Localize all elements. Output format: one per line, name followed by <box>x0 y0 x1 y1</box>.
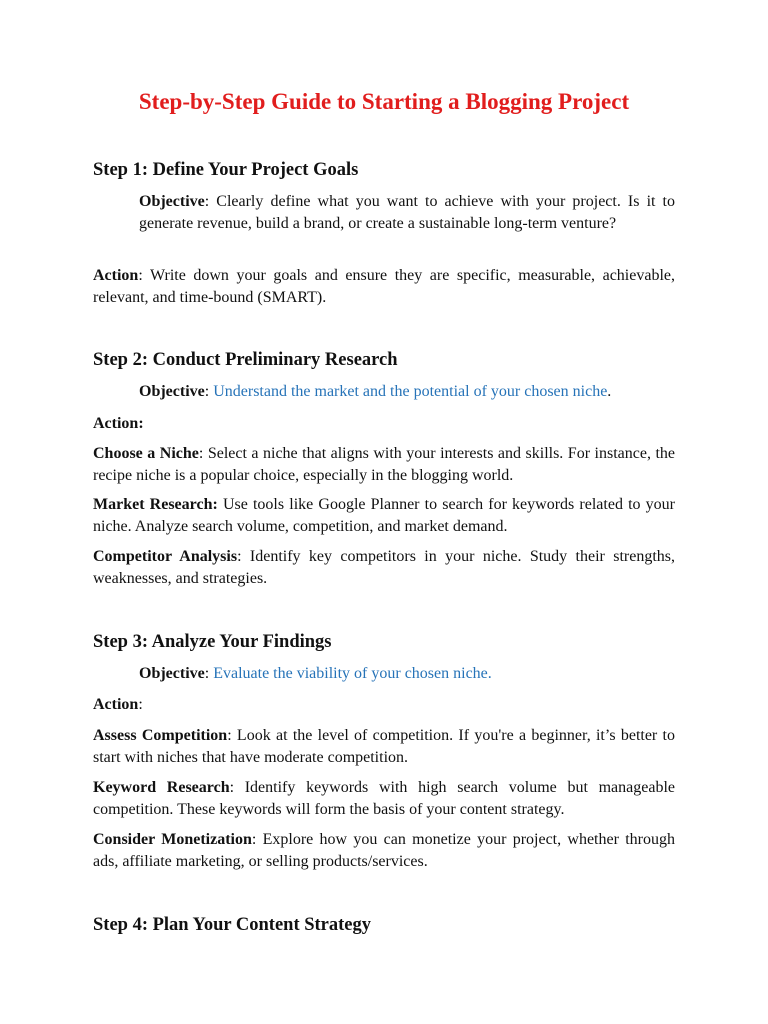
item-label: Keyword Research <box>93 779 230 796</box>
step-2-action-label <box>93 413 675 435</box>
step-1-objective <box>139 191 675 234</box>
item-text: Use tools like Google Planner to search for keywords related to your niche. Analyze search volume, competition, and market demand. <box>93 496 676 535</box>
step-4-heading: Step 4: Plan Your Content Strategy <box>93 915 372 935</box>
step-3-item-assess-competition <box>93 725 675 768</box>
action-label: Action <box>93 267 139 284</box>
objective-text: : Clearly define what you want to achieve with your project. Is it to generate revenue, build a brand, or create a sustainable long-term venture? <box>139 193 675 232</box>
step-2-objective <box>139 381 675 403</box>
action-label: Action <box>93 696 139 713</box>
objective-text: Understand the market and the potential of your chosen niche <box>213 383 608 400</box>
objective-label: Objective <box>139 383 205 400</box>
step-2-heading: Step 2: Conduct Preliminary Research <box>93 350 398 370</box>
item-text: : Identify key competitors in your niche. Study their strengths, weaknesses, and strategies. <box>93 548 676 587</box>
step-3-item-consider-monetization <box>93 829 675 872</box>
action-separator: : <box>138 696 143 713</box>
item-label: Market Research: <box>93 496 218 513</box>
step-2-item-competitor-analysis <box>93 546 675 589</box>
step-3-objective <box>139 663 675 685</box>
objective-label: Objective <box>139 665 205 682</box>
step-2-item-market-research <box>93 494 675 537</box>
item-label: Choose a Niche <box>93 445 199 462</box>
item-label: Consider Monetization <box>93 831 252 848</box>
item-text: : Explore how you can monetize your project, whether through ads, affiliate marketing, or selling products/services. <box>93 831 675 870</box>
step-3-item-keyword-research <box>93 777 675 820</box>
item-label: Assess Competition <box>93 727 228 744</box>
step-3-heading: Step 3: Analyze Your Findings <box>93 632 332 652</box>
item-text: : Select a niche that aligns with your interests and skills. For instance, the recipe niche is a popular choice, especially in the blogging world. <box>93 445 675 484</box>
step-2-item-choose-niche <box>93 443 675 486</box>
item-text: : Look at the level of competition. If you're a beginner, it’s better to start with niches that have moderate competition. <box>93 727 676 766</box>
step-3-action-label <box>93 694 675 716</box>
page-title: Step-by-Step Guide to Starting a Blogging Project <box>138 89 630 114</box>
action-text: : Write down your goals and ensure they are specific, measurable, achievable, relevant, and time-bound (SMART). <box>93 267 675 306</box>
action-label: Action: <box>93 415 144 432</box>
item-label: Competitor Analysis <box>93 548 238 565</box>
objective-separator: : <box>204 383 214 400</box>
objective-separator: : <box>204 665 214 682</box>
item-text: : Identify keywords with high search volume but manageable competition. These keywords will form the basis of your content strategy. <box>93 779 675 818</box>
objective-text: Evaluate the viability of your chosen niche. <box>213 665 492 682</box>
objective-label: Objective <box>139 193 205 210</box>
objective-end: . <box>607 383 612 400</box>
step-1-action <box>93 265 675 308</box>
step-1-heading: Step 1: Define Your Project Goals <box>93 160 359 180</box>
